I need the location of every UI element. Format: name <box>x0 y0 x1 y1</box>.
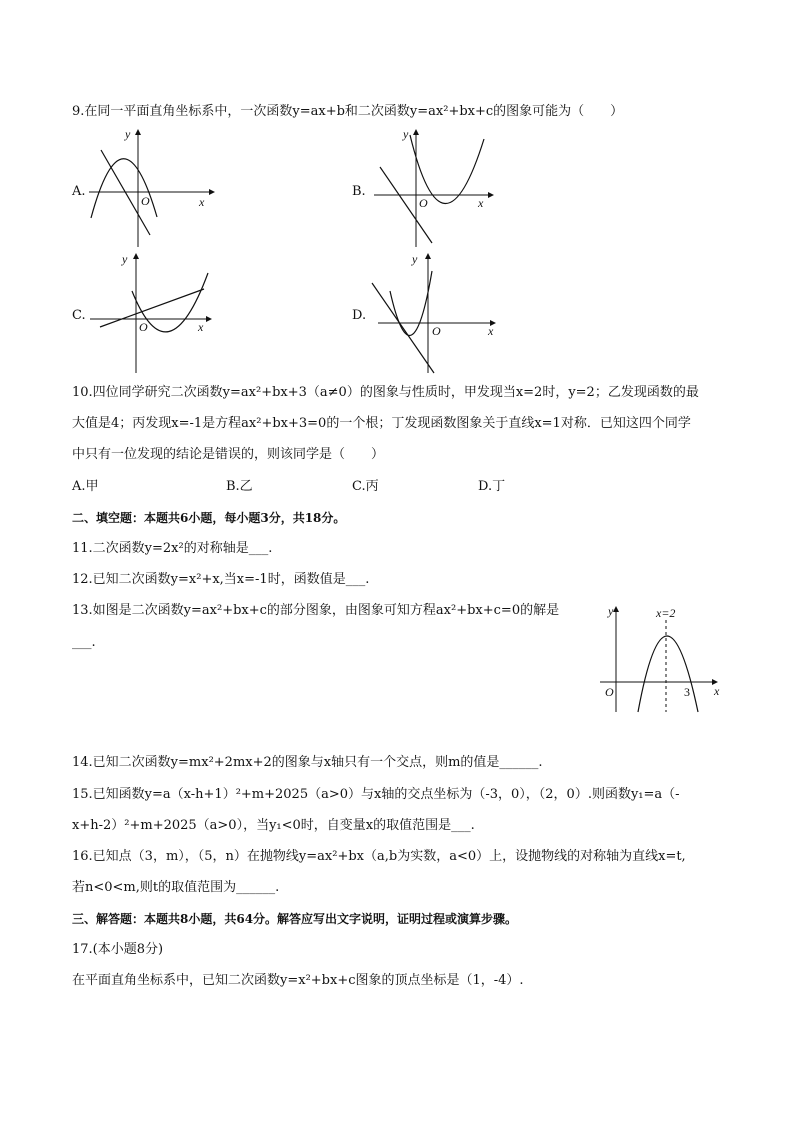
q9-graph-d <box>372 249 502 374</box>
q17-title: 17.(本小题8分) <box>72 942 164 957</box>
graph-c-x-label: x <box>198 320 204 334</box>
q10-option-d: D.丁 <box>478 479 506 494</box>
q11: 11.二次函数y=2x²的对称轴是___. <box>72 541 273 556</box>
q10-option-b: B.乙 <box>226 479 253 494</box>
section-3-heading: 三、解答题：本题共8小题，共64分。解答应写出文字说明，证明过程或演算步骤。 <box>72 912 518 926</box>
q9-option-b-label: B. <box>352 184 366 199</box>
q10-option-c: C.丙 <box>352 479 379 494</box>
q10-line-3: 中只有一位发现的结论是错误的，则该同学是（ ） <box>72 447 385 462</box>
graph-b-x-label: x <box>478 196 484 210</box>
q13-tick-3: 3 <box>684 685 690 699</box>
q13-axis-label: x=2 <box>656 606 676 620</box>
q13-line-2: ___. <box>72 635 96 650</box>
graph-b-y-label: y <box>403 127 409 141</box>
graph-a-y-label: y <box>125 127 131 141</box>
q10-option-a: A.甲 <box>72 479 99 494</box>
q17-body: 在平面直角坐标系中，已知二次函数y=x²+bx+c图象的顶点坐标是（1，-4）. <box>72 973 524 988</box>
q13-y-label: y <box>608 604 614 618</box>
q14: 14.已知二次函数y=mx²+2mx+2的图象与x轴只有一个交点，则m的值是______. <box>72 755 543 770</box>
q9-option-c-label: C. <box>72 308 86 323</box>
q10-line-2: 大值是4；丙发现x=-1是方程ax²+bx+3=0的一个根；丁发现函数图象关于直线x=1对称．已知这四个同学 <box>72 416 691 431</box>
graph-a-origin-label: O <box>141 194 150 208</box>
graph-a-x-label: x <box>199 195 205 209</box>
q9-graph-b <box>370 125 500 250</box>
q12: 12.已知二次函数y=x²+x,当x=-1时，函数值是___. <box>72 572 370 587</box>
q10-line-1: 10.四位同学研究二次函数y=ax²+bx+3（a≠0）的图象与性质时，甲发现当x=2时，y=2；乙发现函数的最 <box>72 385 699 400</box>
graph-d-y-label: y <box>412 252 418 266</box>
q13-graph <box>598 600 728 715</box>
graph-b-origin-label: O <box>419 196 428 210</box>
q9-option-a-label: A. <box>72 184 86 199</box>
q9-option-d-label: D. <box>352 308 367 323</box>
q9-graph-a <box>85 125 215 250</box>
graph-d-x-label: x <box>488 324 494 338</box>
graph-c-y-label: y <box>122 252 128 266</box>
q16-line-2: 若n<0<m,则t的取值范围为______. <box>72 880 280 895</box>
section-2-heading: 二、填空题：本题共6小题，每小题3分，共18分。 <box>72 511 346 525</box>
q13-line-1: 13.如图是二次函数y=ax²+bx+c的部分图象，由图象可知方程ax²+bx+c=0的解是 <box>72 603 560 618</box>
q13-x-label: x <box>714 684 720 698</box>
q15-line-1: 15.已知函数y=a（x-h+1）²+m+2025（a>0）与x轴的交点坐标为（-3，0），（2，0）.则函数y₁=a（- <box>72 787 680 802</box>
q9-graph-c <box>88 249 218 374</box>
q16-line-1: 16.已知点（3，m），（5，n）在抛物线y=ax²+bx（a,b为实数，a<0）上，设抛物线的对称轴为直线x=t, <box>72 849 686 864</box>
q13-origin-label: O <box>605 685 614 699</box>
q9-stem: 9.在同一平面直角坐标系中，一次函数y=ax+b和二次函数y=ax²+bx+c的图象可能为（ ） <box>72 104 624 119</box>
graph-d-origin-label: O <box>432 324 441 338</box>
graph-c-origin-label: O <box>139 320 148 334</box>
q15-line-2: x+h-2）²+m+2025（a>0），当y₁<0时，自变量x的取值范围是___. <box>72 818 475 833</box>
